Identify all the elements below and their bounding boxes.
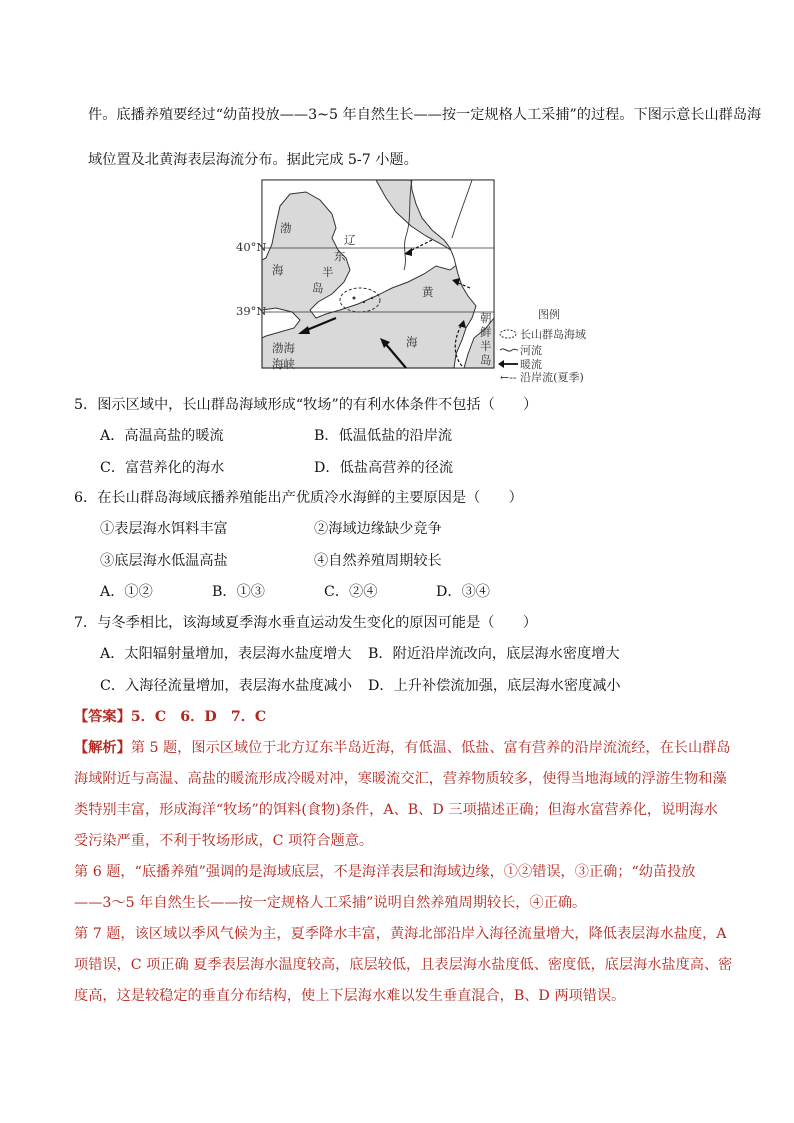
q5-stem: 5．图示区域中，长山群岛海域形成“牧场”的有利水体条件不包括（ ）	[74, 397, 538, 413]
analysis-line-7: 第 7 题，该区域以季风气候为主，夏季降水丰富，黄海北部沿岸入海径流量增大，降低表层海水盐度，A	[74, 926, 727, 942]
q6-option-b: B．①③	[212, 584, 265, 600]
label-bohai-strait-1: 渤海	[272, 341, 295, 355]
answer-text: 5．C 6．D 7．C	[130, 709, 267, 725]
label-chao: 朝	[480, 311, 492, 325]
label-ban: 半	[322, 265, 334, 279]
legend-title: 图例	[538, 308, 560, 321]
q5-option-c: C．富营养化的海水	[100, 460, 225, 476]
label-liao: 辽	[344, 233, 356, 247]
lat-40-label: 40°N	[236, 240, 267, 254]
analysis-line-6: ——3～5 年自然生长——按一定规格人工采捕”说明自然养殖周期较长，④正确。	[74, 895, 587, 911]
label-xian: 鲜	[480, 325, 492, 339]
q7-option-b: B．附近沿岸流改向，底层海水密度增大	[368, 646, 620, 662]
analysis-text-1: 第 5 题，图示区域位于北方辽东半岛近海，有低温、低盐、富有营养的沿岸流流经，在长山群岛	[130, 740, 731, 756]
q7-option-d: D．上升补偿流加强，底层海水密度减小	[368, 678, 621, 694]
analysis-line-2: 海域附近与高温、高盐的暖流形成冷暖对冲，寒暖流交汇，营养物质较多，使得当地海域的浮游生物和藻	[74, 771, 727, 787]
legend-river-icon	[500, 349, 518, 351]
legend-coastal-icon: ←‐‐	[500, 371, 517, 384]
q6-stem: 6．在长山群岛海域底播养殖能出产优质冷水海鲜的主要原因是（ ）	[74, 490, 523, 506]
q6-statement-4: ④自然养殖周期较长	[314, 553, 442, 569]
legend-coastal-row	[500, 369, 584, 385]
label-bo: 渤	[280, 221, 292, 235]
q7-option-a: A．太阳辐射量增加，表层海水盐度增大	[100, 646, 352, 662]
q7-option-c: C．入海径流量增加，表层海水盐度减小	[100, 678, 353, 694]
q6-option-a: A．①②	[100, 584, 153, 600]
analysis-line-9: 度高，这是较稳定的垂直分布结构，使上下层海水难以发生垂直混合，B、D 两项错误。	[74, 988, 626, 1004]
legend-item-coastal: 沿岸流(夏季)	[520, 371, 584, 384]
answer-row	[74, 706, 266, 726]
analysis-label: 【解析】	[74, 740, 131, 756]
q7-stem: 7．与冬季相比，该海域夏季海水垂直运动发生变化的原因可能是（ ）	[74, 615, 538, 631]
q5-option-d: D．低盐高营养的径流	[314, 460, 454, 476]
label-dao2: 岛	[480, 353, 492, 367]
analysis-line-1	[74, 737, 731, 757]
analysis-line-8: 项错误，C 项正确 夏季表层海水温度较高，底层较低，且表层海水盐度低、密度低，底层海水盐度高、密	[74, 957, 733, 973]
q5-option-a: A．高温高盐的暖流	[100, 428, 224, 444]
q6-statement-1: ①表层海水饵料丰富	[100, 521, 228, 537]
legend-item-river: 河流	[520, 344, 542, 357]
analysis-line-5: 第 6 题，“底播养殖”强调的是海域底层，不是海洋表层和海域边缘，①②错误，③正确；“幼苗投放	[74, 864, 696, 880]
label-ban2: 半	[480, 339, 492, 353]
legend-area-icon	[500, 330, 516, 338]
label-dao: 岛	[312, 281, 324, 295]
analysis-line-3: 类特别丰富，形成海洋“牧场”的饵料(食物)条件，A、B、D 三项描述正确；但海水富营养化，说明海水	[74, 802, 718, 818]
label-hai2: 海	[406, 335, 418, 349]
answer-label: 【答案】	[74, 709, 131, 725]
q6-statement-2: ②海域边缘缺少竞争	[314, 521, 442, 537]
legend-item-warm: 暖流	[520, 358, 542, 371]
lat-39-label: 39°N	[236, 304, 267, 318]
label-huang: 黄	[422, 285, 434, 299]
q5-option-b: B．低温低盐的沿岸流	[314, 428, 453, 444]
analysis-line-4: 受污染严重，不利于牧场形成，C 项符合题意。	[74, 833, 374, 849]
label-bohai-strait-2: 海峡	[272, 357, 295, 371]
map-figure	[236, 178, 610, 374]
label-hai1: 海	[272, 263, 284, 277]
q6-statement-3: ③底层海水低温高盐	[100, 553, 228, 569]
intro-line-1: 件。底播养殖要经过“幼苗投放——3~5 年自然生长——按一定规格人工采捕”的过程。下图示意长山群岛海	[88, 107, 762, 123]
legend-item-area: 长山群岛海域	[520, 328, 586, 341]
q6-option-d: D．③④	[436, 584, 490, 600]
label-dong: 东	[334, 249, 346, 263]
intro-line-2: 域位置及北黄海表层海流分布。据此完成 5-7 小题。	[88, 152, 418, 168]
q6-option-c: C．②④	[324, 584, 378, 600]
